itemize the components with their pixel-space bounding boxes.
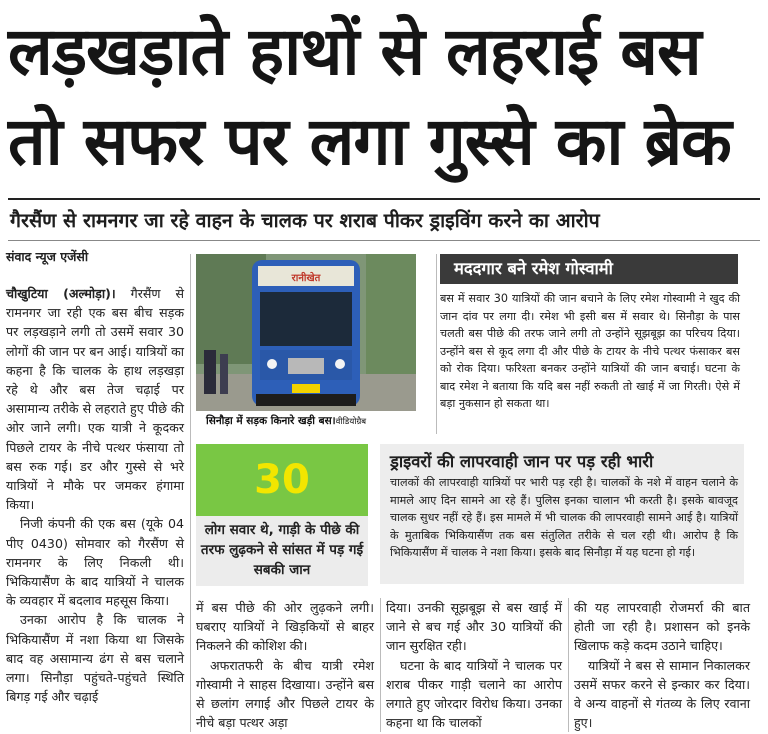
helper-box-title: मददगार बने रमेश गोस्वामी [440, 254, 738, 284]
article-paragraph: अफरातफरी के बीच यात्री रमेश गोस्वामी ने साहस दिखाया। उन्होंने बस से छलांग लगाई और पिछले टायर के नीचे बड़ा पत्थर अड़ा [196, 657, 374, 731]
article-paragraph: की यह लापरवाही रोजमर्रा की बात होती जा रही है। प्रशासन को इनके खिलाफ कड़े कदम उठाने चाहिए। [574, 600, 750, 654]
column-4 [574, 598, 750, 732]
bus-destination-sign: रानीखेत [291, 273, 321, 284]
helper-box-text: बस में सवार 30 यात्रियों की जान बचाने के लिए रमेश गोस्वामी ने खुद की जान दांव पर लगा दी। रमेश भी इसी बस में सवार थे। सिनौड़ा के पास चलती बस पीछे की तरफ जाने लगी तो उन्होंने सूझबूझ का परिचय दिया। उन्होंने बस से कूद लगा दी और पीछे के टायर के नीचे पत्थर फंसाकर बस को रोक दिया। फरिश्ता बनकर उन्होंने यात्रियों की जान बचाई। घटना के बाद रमेश ने बताया कि यदि बस नहीं रुकती तो खाई में जा गिरती। ऐसे में बड़ा नुकसान हो सकता था। [440, 292, 740, 410]
article-paragraph: उनका आरोप है कि चालक ने भिकियासैंण में नशा किया था जिसके बाद वह असामान्य ढंग से बस चलाने लगा। सिनौड़ा पहुंचते-पहुंचते स्थिति बिगड़ गई और चढ़ाई [6, 612, 184, 705]
paragraph-text: गैरसैंण से रामनगर जा रही एक बस बीच सड़क पर लड़खड़ाने लगी तो उसमें सवार 30 लोगों की जान पर बन आई। यात्रियों का कहना है कि चालक के हाथ लड़खड़ा रहे थे और बस तेज चढ़ाई पर असामान्य तरीके से लहराते हुए पीछे की ओर जाने लगी। एक यात्री ने कूदकर पिछले टायर के नीचे पत्थर फंसाया तो बस रुक गई। डर और गुस्से से भरे यात्रियों ने मौके पर जमकर हंगामा किया। [6, 286, 184, 513]
negligence-box-title: ड्राइवरों की लापरवाही जान पर पड़ रही भारी [390, 452, 654, 471]
column-divider [436, 254, 437, 434]
column-3 [386, 598, 562, 732]
stat-number: 30 [254, 457, 310, 503]
headline-rule [8, 198, 760, 200]
caption-text: सिनौड़ा में सड़क किनारे खड़ी बस। [206, 415, 336, 427]
article-paragraph [6, 284, 184, 514]
headline-line-1: लड़खड़ाते हाथों से लहराई बस [8, 13, 701, 90]
article-paragraph: यात्रियों ने बस से सामान निकालकर उसमें सफर करने से इन्कार कर दिया। वे अन्य वाहनों से गंतव्य के लिए रवाना हुए। [574, 657, 750, 731]
article-paragraph: में बस पीछे की ओर लुढ़कने लगी। घबराए यात्रियों ने खिड़कियों से बाहर निकलने की कोशिश की। [196, 600, 374, 654]
bus-photo [196, 254, 416, 412]
headline-line-2: तो सफर पर लगा गुस्से का ब्रेक [8, 103, 731, 180]
article-paragraph: निजी कंपनी की एक बस (यूके 04 पीए 0430) सोमवार को गैरसैंण से रामनगर के लिए निकली थी। भिकियासैंण के बाद यात्रियों ने चालक के व्यवहार में बदलाव महसूस किया। [6, 516, 184, 609]
stat-text: लोग सवार थे, गाड़ी के पीछे की तरफ लुढ़कने से सांसत में पड़ गई सबकी जान [196, 516, 368, 586]
photo-caption [196, 411, 416, 431]
dateline: चौखुटिया (अल्मोड़ा)। [6, 286, 116, 301]
agency-byline: संवाद न्यूज एजेंसी [6, 249, 89, 264]
photo-credit: वीडियोग्रैब [335, 417, 367, 427]
column-divider [568, 598, 569, 732]
column-divider [380, 598, 381, 732]
column-divider [190, 254, 191, 732]
negligence-box-text: चालकों की लापरवाही यात्रियों पर भारी पड़ रही है। चालकों के नशे में वाहन चलाने के मामले आए दिन सामने आ रहे हैं। पुलिस इनका चालान भी करती है। इसके बावजूद चालक सुधर नहीं रहे हैं। इस मामले में भी चालक की लापरवाही सामने आई है। यात्रियों के मुताबिक भिकियासैंण तक बस संतुलित तरीके से चल रही थी। आरोप है कि भिकियासैंण में चालक ने नशा किया। इसके बाद सिनौड़ा में यह घटना हो गई। [390, 476, 738, 559]
article-paragraph: घटना के बाद यात्रियों ने चालक पर शराब पीकर गाड़ी चलाने का आरोप लगाते हुए जोरदार विरोध किया। उनका कहना था कि चालकों [386, 657, 562, 731]
column-1 [6, 284, 184, 706]
subheadline: गैरसैंण से रामनगर जा रहे वाहन के चालक पर शराब पीकर ड्राइविंग करने का आरोप [10, 209, 600, 232]
column-2 [196, 598, 374, 732]
bus-illustration [196, 254, 416, 412]
subheadline-rule [8, 240, 760, 241]
article-paragraph: दिया। उनकी सूझबूझ से बस खाई में जाने से बच गई और 30 यात्रियों की जान सुरक्षित रही। [386, 600, 562, 654]
